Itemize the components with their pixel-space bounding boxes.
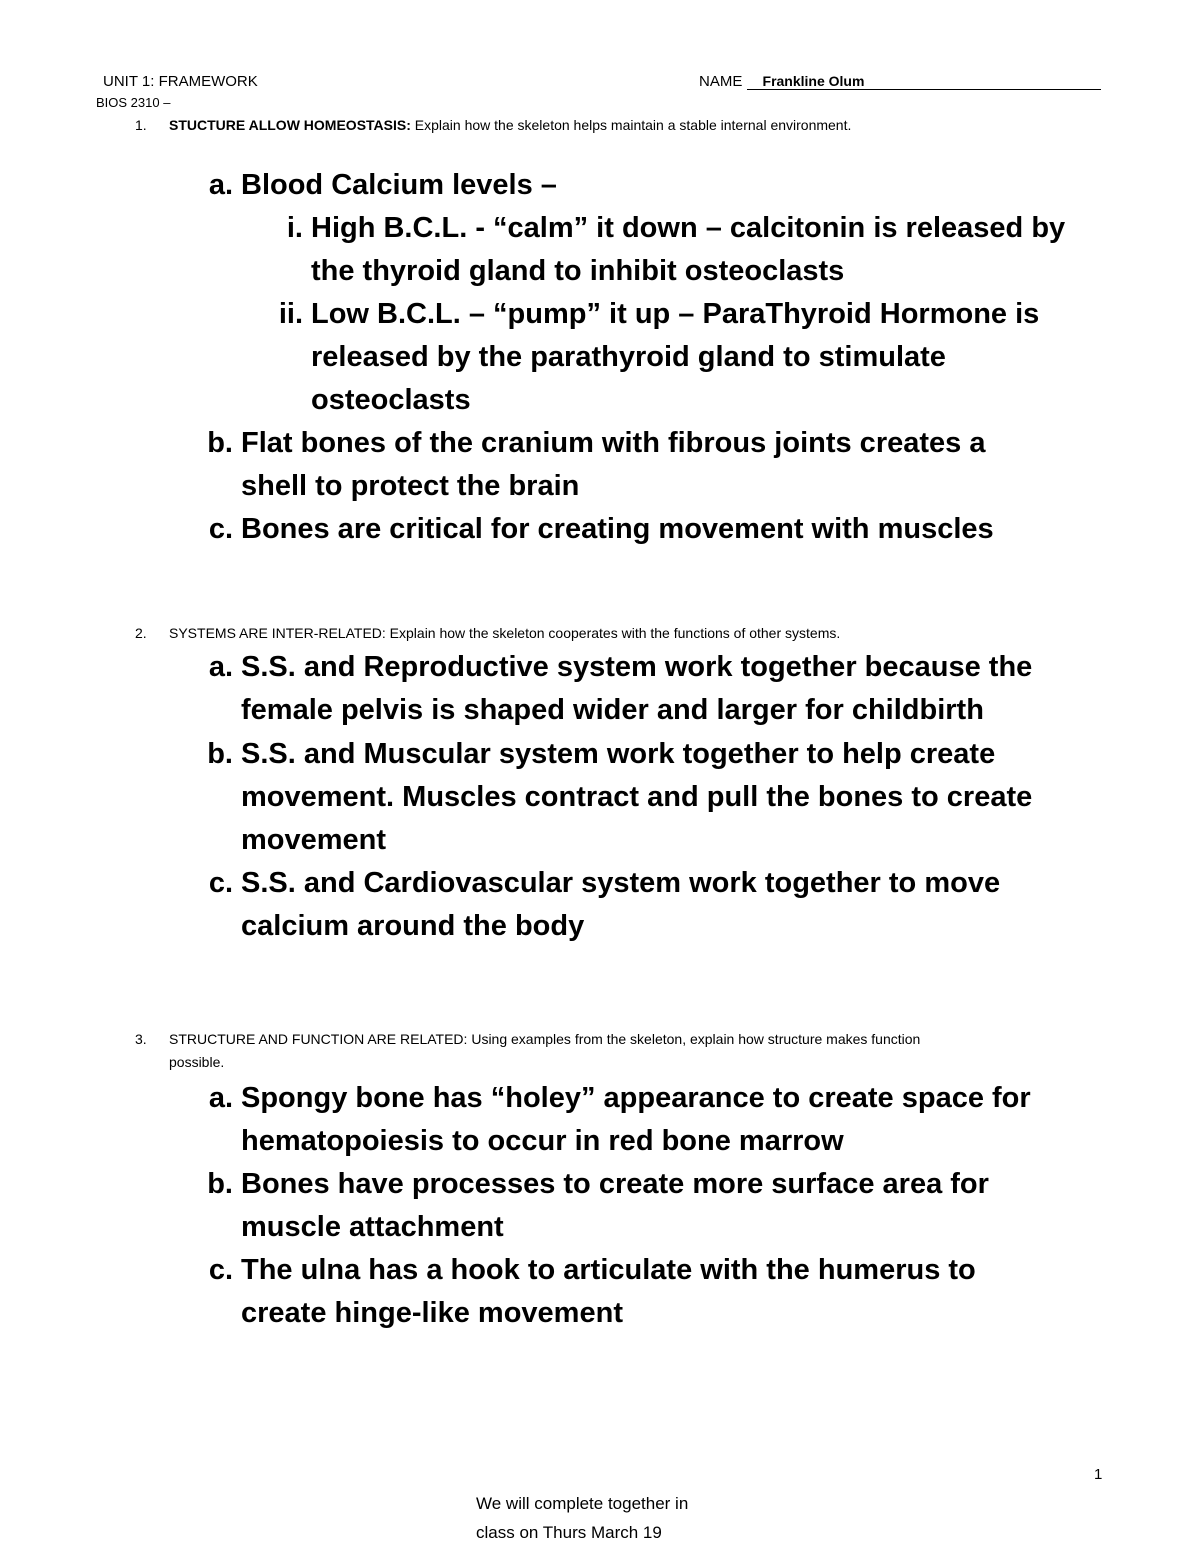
- q2-heading: SYSTEMS ARE INTER-RELATED:: [169, 625, 386, 641]
- page-number: 1: [1094, 1466, 1103, 1483]
- q1-a-text: Blood Calcium levels –: [241, 169, 557, 201]
- q3-a-label: a.: [208, 1082, 233, 1114]
- q2-number: 2.: [135, 625, 147, 641]
- q2-a-line1: S.S. and Reproductive system work together because the: [241, 651, 1033, 683]
- q2-b-line3: movement: [241, 824, 387, 856]
- footer-line-1: We will complete together in: [476, 1494, 689, 1513]
- q3-answer-b: [207, 1163, 989, 1249]
- q2-b-line1: S.S. and Muscular system work together to help create: [241, 738, 996, 770]
- student-name: Frankline Olum: [747, 73, 1101, 90]
- q1-i-line2: the thyroid gland to inhibit osteoclasts: [311, 255, 845, 287]
- q2-prompt-text: Explain how the skeleton cooperates with the functions of other systems.: [389, 625, 841, 641]
- q1-answer-c: [208, 508, 994, 551]
- q1-answer-b: [207, 422, 986, 508]
- name-label: NAME: [699, 73, 743, 90]
- q1-heading: STUCTURE ALLOW HOMEOSTASIS:: [169, 117, 411, 133]
- q2-a-label: a.: [208, 651, 233, 683]
- q2-b-line2: movement. Muscles contract and pull the bones to create: [241, 781, 1033, 813]
- q1-prompt-text: Explain how the skeleton helps maintain a stable internal environment.: [414, 117, 852, 133]
- q1-ii-line3: osteoclasts: [311, 384, 471, 416]
- q2-answer-a: [208, 646, 1033, 732]
- q3-number: 3.: [135, 1031, 147, 1047]
- q2-a-line2: female pelvis is shaped wider and larger for childbirth: [241, 694, 984, 726]
- q3-prompt-text: Using examples from the skeleton, explain how structure makes function: [471, 1031, 921, 1047]
- q3-c-label: c.: [208, 1254, 233, 1286]
- q3-prompt-cont: possible.: [169, 1054, 225, 1070]
- q3-c-line1: The ulna has a hook to articulate with the humerus to: [241, 1254, 976, 1286]
- q1-prompt: [169, 116, 851, 135]
- q1-answer-a-ii: [278, 293, 1040, 422]
- q1-b-label: b.: [207, 427, 233, 459]
- footer-line-2: class on Thurs March 19: [476, 1523, 662, 1542]
- q1-answer-a: [208, 164, 557, 207]
- q3-heading: STRUCTURE AND FUNCTION ARE RELATED:: [169, 1031, 468, 1047]
- q1-i-label: i.: [286, 212, 303, 244]
- q1-ii-label: ii.: [278, 298, 303, 330]
- q3-c-line2: create hinge-like movement: [241, 1297, 623, 1329]
- q3-b-line2: muscle attachment: [241, 1211, 504, 1243]
- q1-c-line1: Bones are critical for creating movement with muscles: [241, 513, 994, 545]
- course-label: BIOS 2310 –: [96, 95, 171, 110]
- q2-b-label: b.: [207, 738, 233, 770]
- q2-answer-c: [208, 862, 1001, 948]
- q2-c-line2: calcium around the body: [241, 910, 585, 942]
- q1-i-line1: High B.C.L. - “calm” it down – calcitonin is released by: [311, 212, 1066, 244]
- q2-prompt: [169, 624, 840, 643]
- q1-b-line2: shell to protect the brain: [241, 470, 580, 502]
- q2-c-label: c.: [208, 867, 233, 899]
- q1-ii-line2: released by the parathyroid gland to stimulate: [311, 341, 946, 373]
- q3-answer-c: [208, 1249, 976, 1335]
- q3-answer-a: [208, 1077, 1031, 1163]
- unit-label: UNIT 1: FRAMEWORK: [103, 73, 258, 90]
- q3-a-line2: hematopoiesis to occur in red bone marrow: [241, 1125, 844, 1157]
- q1-answer-a-i: [286, 207, 1066, 293]
- q2-c-line1: S.S. and Cardiovascular system work together to move: [241, 867, 1001, 899]
- q1-number: 1.: [135, 117, 147, 133]
- q2-answer-b: [207, 733, 1033, 862]
- q1-a-label: a.: [208, 169, 233, 201]
- name-field: [699, 73, 1101, 90]
- q1-ii-line1: Low B.C.L. – “pump” it up – ParaThyroid Hormone is: [311, 298, 1040, 330]
- q3-a-line1: Spongy bone has “holey” appearance to create space for: [241, 1082, 1031, 1114]
- q3-b-line1: Bones have processes to create more surface area for: [241, 1168, 989, 1200]
- q1-b-line1: Flat bones of the cranium with fibrous joints creates a: [241, 427, 986, 459]
- q1-c-label: c.: [208, 513, 233, 545]
- q3-b-label: b.: [207, 1168, 233, 1200]
- q3-prompt: [169, 1030, 920, 1049]
